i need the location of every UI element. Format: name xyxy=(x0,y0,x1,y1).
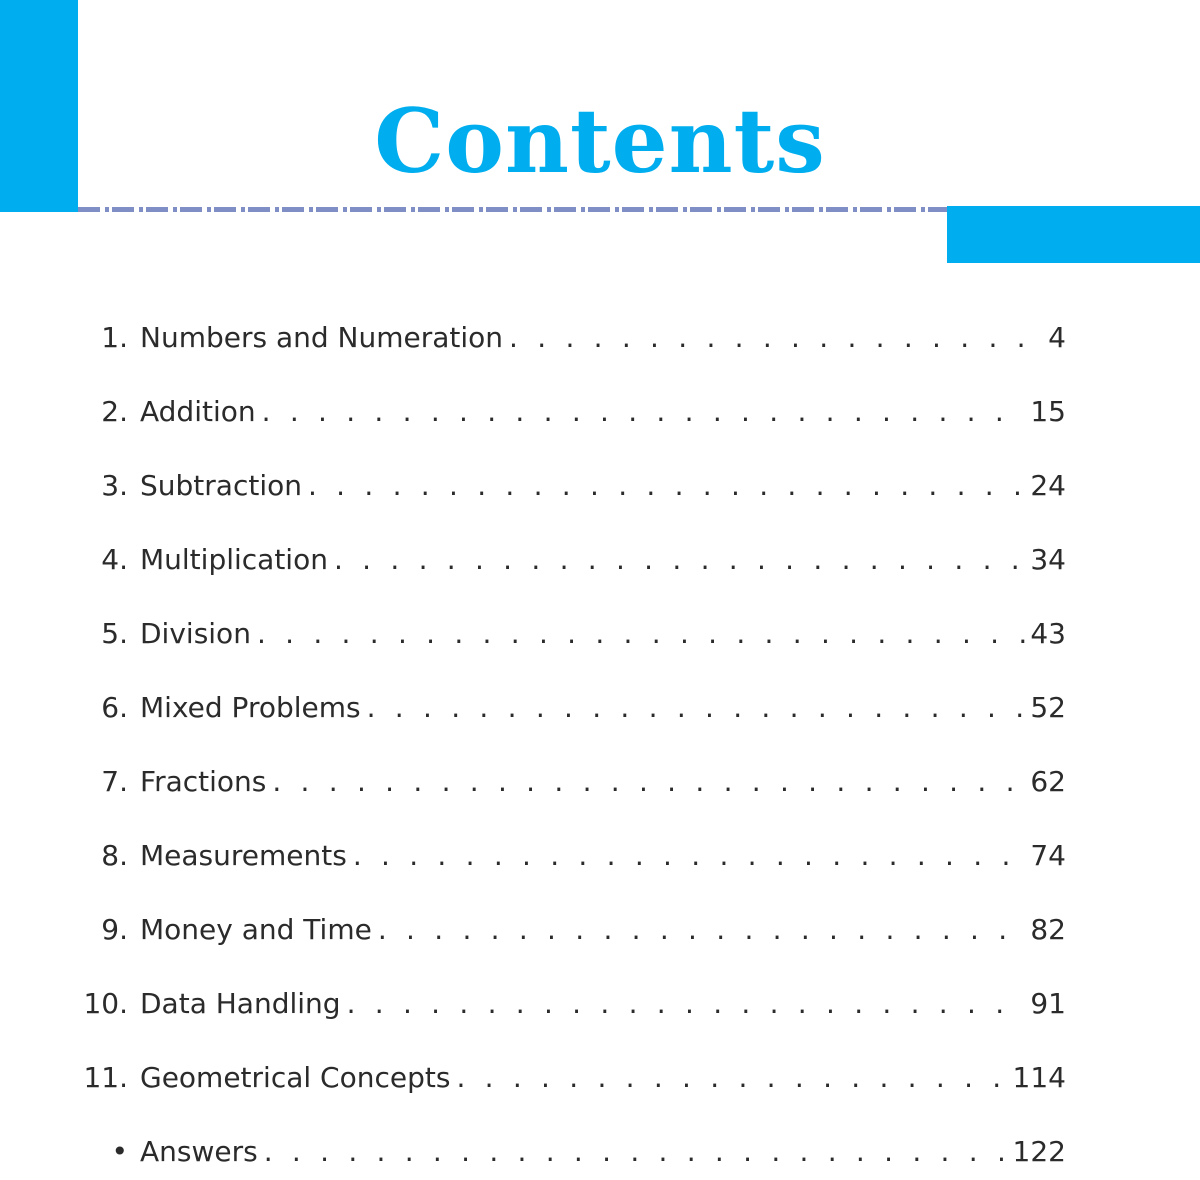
toc-entry-number: 4. xyxy=(101,543,128,576)
toc-entry-number: 10. xyxy=(83,987,128,1020)
toc-dot-leader xyxy=(334,532,1026,588)
toc-entry[interactable] xyxy=(0,902,1200,958)
right-accent-bar xyxy=(947,206,1200,263)
toc-entry-page: 43 xyxy=(1030,617,1066,650)
toc-entry-page: 114 xyxy=(1012,1061,1066,1094)
toc-entry-title: Addition xyxy=(140,395,256,428)
toc-dot-leader xyxy=(272,754,1026,810)
toc-entry-number: 9. xyxy=(101,913,128,946)
toc-entry[interactable] xyxy=(0,458,1200,514)
toc-entry[interactable] xyxy=(0,384,1200,440)
toc-entry-number: 7. xyxy=(101,765,128,798)
toc-entry-number: 11. xyxy=(83,1061,128,1094)
toc-dot-leader xyxy=(378,902,1027,958)
toc-entry-number: 1. xyxy=(101,321,128,354)
toc-entry[interactable] xyxy=(0,680,1200,736)
toc-entry[interactable] xyxy=(0,976,1200,1032)
toc-entry-number: 3. xyxy=(101,469,128,502)
toc-dot-leader xyxy=(262,384,1027,440)
page-title: Contents xyxy=(374,89,826,193)
toc-dot-leader xyxy=(347,976,1027,1032)
toc-entry-page: 82 xyxy=(1030,913,1066,946)
toc-entry-number: 6. xyxy=(101,691,128,724)
toc-entry-title: Measurements xyxy=(140,839,347,872)
toc-entry-page: 4 xyxy=(1048,321,1066,354)
bullet-icon: • xyxy=(111,1135,128,1168)
toc-entry-title: Answers xyxy=(140,1135,258,1168)
toc-entry-number: 2. xyxy=(101,395,128,428)
toc-dot-leader xyxy=(509,310,1044,366)
toc-entry-title: Subtraction xyxy=(140,469,302,502)
toc-entry-page: 24 xyxy=(1030,469,1066,502)
toc-entry-page: 52 xyxy=(1030,691,1066,724)
toc-entry-title: Fractions xyxy=(140,765,267,798)
toc-entry[interactable] xyxy=(0,754,1200,810)
toc-dot-leader xyxy=(353,828,1027,884)
toc-dot-leader xyxy=(456,1050,1008,1106)
toc-entry-number: 5. xyxy=(101,617,128,650)
toc-entry-page: 122 xyxy=(1012,1135,1066,1168)
toc-entry-title: Data Handling xyxy=(140,987,341,1020)
title-dashed-rule xyxy=(78,207,947,212)
toc-entry[interactable] xyxy=(0,532,1200,588)
toc-entry-number: 8. xyxy=(101,839,128,872)
toc-entry-title: Numbers and Numeration xyxy=(140,321,504,354)
toc-entry-title: Division xyxy=(140,617,251,650)
toc-entry[interactable] xyxy=(0,1050,1200,1106)
toc-entry-title: Geometrical Concepts xyxy=(140,1061,451,1094)
toc-entry-page: 74 xyxy=(1030,839,1066,872)
toc-entry-title: Money and Time xyxy=(140,913,372,946)
toc-entry-page: 62 xyxy=(1030,765,1066,798)
toc-entry-answers[interactable] xyxy=(0,1124,1200,1180)
toc-entry-title: Multiplication xyxy=(140,543,328,576)
toc-dot-leader xyxy=(257,606,1026,662)
toc-entry[interactable] xyxy=(0,606,1200,662)
toc-entry[interactable] xyxy=(0,310,1200,366)
toc-entry[interactable] xyxy=(0,828,1200,884)
toc-entry-title: Mixed Problems xyxy=(140,691,361,724)
toc-entry-page: 91 xyxy=(1030,987,1066,1020)
toc-entry-page: 34 xyxy=(1030,543,1066,576)
toc-entry-page: 15 xyxy=(1030,395,1066,428)
toc-dot-leader xyxy=(308,458,1026,514)
toc-dot-leader xyxy=(264,1124,1009,1180)
toc-dot-leader xyxy=(367,680,1027,736)
